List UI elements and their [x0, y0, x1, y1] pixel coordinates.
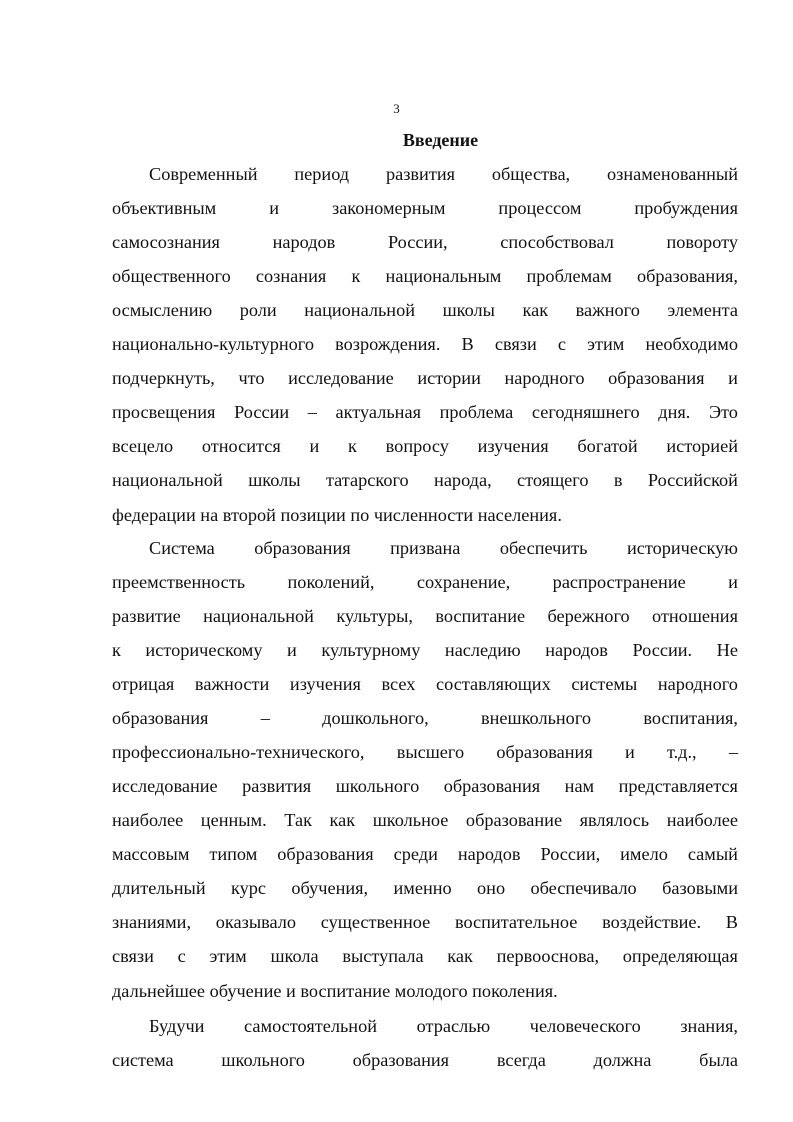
word: и	[309, 436, 320, 456]
word: России,	[387, 232, 448, 252]
text-line	[112, 197, 738, 219]
word: ценным.	[200, 810, 267, 830]
word: историческому	[145, 640, 263, 660]
text-line	[112, 843, 738, 865]
text-line	[112, 877, 738, 899]
word: образования	[112, 708, 209, 728]
word: отрицая	[112, 674, 175, 694]
word: как	[447, 946, 473, 966]
word: образования	[352, 1050, 450, 1070]
word: и	[287, 640, 297, 660]
word: процессом	[498, 198, 582, 218]
word: изучения	[477, 436, 549, 456]
word: подчеркнуть,	[112, 368, 215, 388]
text-line: федерации на второй позиции по численности населения.	[112, 505, 562, 525]
word: культуры,	[336, 606, 413, 626]
text-line	[112, 333, 738, 355]
word: этим	[209, 946, 247, 966]
word: элемента	[667, 300, 738, 320]
word: знания,	[680, 1016, 738, 1036]
word: историей	[666, 436, 738, 456]
word: народов	[545, 640, 608, 660]
word: России.	[632, 640, 693, 660]
word: базовыми	[662, 878, 738, 898]
text-line	[112, 605, 738, 627]
word: составляющих	[436, 674, 551, 694]
word: определяющая	[622, 946, 738, 966]
text-line	[112, 911, 738, 933]
word: осмыслению	[112, 300, 213, 320]
word: курс	[230, 878, 267, 898]
word: объективным	[112, 198, 217, 218]
word: историческую	[626, 538, 738, 558]
word: образование	[465, 810, 563, 830]
word: к	[348, 436, 357, 456]
word: профессионально-технического,	[112, 742, 365, 762]
word: повороту	[666, 232, 738, 252]
word: Будучи	[149, 1016, 205, 1036]
word: проблема	[439, 402, 514, 422]
word: народного	[504, 368, 585, 388]
word: поколений,	[287, 572, 375, 592]
word: национально-культурного	[112, 334, 314, 354]
word: воспитания,	[643, 708, 738, 728]
word: школьное	[372, 810, 449, 830]
word: в	[613, 470, 623, 490]
word: проблемам	[526, 266, 612, 286]
word: обеспечить	[499, 538, 588, 558]
word: татарского	[325, 470, 409, 490]
word: воспитание	[435, 606, 526, 626]
word: школа	[270, 946, 319, 966]
word: изучения	[289, 674, 361, 694]
word: должна	[593, 1050, 652, 1070]
word: В	[725, 912, 738, 932]
word: выступала	[342, 946, 424, 966]
word: способствовал	[500, 232, 614, 252]
word: богатой	[577, 436, 638, 456]
word: исследование	[288, 368, 394, 388]
word: закономерным	[331, 198, 446, 218]
word: первооснова,	[496, 946, 600, 966]
word: отношения	[652, 606, 738, 626]
word: –	[260, 708, 270, 728]
word: именно	[393, 878, 452, 898]
word: образования,	[636, 266, 738, 286]
word: роли	[239, 300, 277, 320]
text-line	[112, 537, 738, 559]
word: знаниями,	[112, 912, 192, 932]
word: сегодняшнего	[531, 402, 640, 422]
word: возрождения.	[335, 334, 441, 354]
word: образования	[608, 368, 705, 388]
word: Так	[284, 810, 312, 830]
word: пробуждения	[634, 198, 738, 218]
word: самостоятельной	[244, 1016, 377, 1036]
word: образования	[277, 844, 374, 864]
word: Не	[716, 640, 738, 660]
word: относится	[201, 436, 281, 456]
word: Система	[149, 538, 215, 558]
word: дошкольного,	[322, 708, 429, 728]
word: наследию	[444, 640, 521, 660]
word: Российской	[647, 470, 738, 490]
word: исследование	[112, 776, 218, 796]
word: сознания	[255, 266, 327, 286]
word: и	[728, 572, 738, 592]
text-line	[112, 1015, 738, 1037]
word: существенное	[320, 912, 431, 932]
word: нам	[564, 776, 595, 796]
word: дня.	[658, 402, 691, 422]
word: развития	[242, 776, 312, 796]
word: всецело	[112, 436, 174, 456]
word: связи	[112, 946, 154, 966]
word: обеспечивало	[530, 878, 637, 898]
word: и	[728, 368, 738, 388]
word: т.д.,	[666, 742, 697, 762]
word: Современный	[149, 164, 258, 184]
word: школьного	[221, 1050, 305, 1070]
word: Это	[708, 402, 738, 422]
word: человеческого	[529, 1016, 641, 1036]
text-line	[112, 163, 738, 185]
word: воспитательное	[454, 912, 578, 932]
text-line	[112, 741, 738, 763]
word: ознаменованный	[606, 164, 738, 184]
word: преемственность	[112, 572, 246, 592]
word: что	[238, 368, 265, 388]
word: оказывало	[215, 912, 297, 932]
word: воздействие.	[602, 912, 702, 932]
word: и	[624, 742, 635, 762]
word: оно	[477, 878, 506, 898]
word: бережного	[547, 606, 630, 626]
text-line	[112, 809, 738, 831]
word: типом	[209, 844, 258, 864]
text-line	[112, 231, 738, 253]
word: национальной	[112, 470, 223, 490]
word: имело	[620, 844, 668, 864]
text-line	[112, 469, 738, 491]
word: –	[728, 742, 738, 762]
word: необходимо	[645, 334, 738, 354]
word: как	[522, 300, 549, 320]
word: призвана	[390, 538, 461, 558]
word: самый	[687, 844, 738, 864]
word: распространение	[552, 572, 686, 592]
text-line	[112, 639, 738, 661]
word: системы	[571, 674, 638, 694]
word: истории	[417, 368, 481, 388]
word: образования	[443, 776, 541, 796]
text-line	[112, 707, 738, 729]
word: с	[557, 334, 567, 354]
word: народа,	[434, 470, 492, 490]
word: сохранение,	[416, 572, 511, 592]
word: система	[112, 1050, 174, 1070]
word: среди	[393, 844, 438, 864]
word: –	[307, 402, 317, 422]
word: образования	[496, 742, 593, 762]
text-line	[112, 945, 738, 967]
word: школы	[442, 300, 495, 320]
word: была	[699, 1050, 738, 1070]
word: всех	[381, 674, 416, 694]
text-line	[112, 299, 738, 321]
text-line	[112, 401, 738, 423]
word: общества,	[491, 164, 571, 184]
word: В	[461, 334, 474, 354]
word: отраслью	[416, 1016, 491, 1036]
word: образования	[254, 538, 351, 558]
word: России	[234, 402, 290, 422]
text-line	[112, 775, 738, 797]
word: всегда	[496, 1050, 546, 1070]
text-line	[112, 367, 738, 389]
word: народного	[657, 674, 738, 694]
word: стоящего	[517, 470, 589, 490]
word: наиболее	[666, 810, 738, 830]
word: важности	[194, 674, 270, 694]
word: национальной	[304, 300, 416, 320]
text-line	[112, 435, 738, 457]
word: актуальная	[335, 402, 421, 422]
word: развития	[385, 164, 456, 184]
word: важного	[575, 300, 640, 320]
word: национальной	[203, 606, 314, 626]
word: к	[351, 266, 361, 286]
word: внешкольного	[480, 708, 592, 728]
word: представляется	[618, 776, 738, 796]
word: как	[329, 810, 356, 830]
text-line	[112, 673, 738, 695]
word: и	[269, 198, 279, 218]
word: массовым	[112, 844, 190, 864]
word: являлось	[579, 810, 650, 830]
text-line	[112, 571, 738, 593]
text-line: дальнейшее обучение и воспитание молодого поколения.	[112, 981, 558, 1001]
word: с	[177, 946, 186, 966]
word: национальным	[385, 266, 502, 286]
word: этим	[587, 334, 625, 354]
word: просвещения	[112, 402, 216, 422]
word: России,	[540, 844, 601, 864]
word: развитие	[112, 606, 181, 626]
word: связи	[494, 334, 537, 354]
text-line	[112, 265, 738, 287]
word: культурному	[321, 640, 421, 660]
page-number: 3	[393, 101, 400, 116]
word: высшего	[396, 742, 465, 762]
word: народов	[272, 232, 336, 252]
word: к	[112, 640, 121, 660]
text-line	[112, 1049, 738, 1071]
section-title: Введение	[402, 130, 479, 150]
word: период	[294, 164, 350, 184]
word: обучения,	[291, 878, 369, 898]
word: школы	[248, 470, 301, 490]
word: школьного	[335, 776, 420, 796]
word: самосознания	[112, 232, 220, 252]
word: длительный	[112, 878, 206, 898]
word: вопросу	[385, 436, 449, 456]
word: общественного	[112, 266, 231, 286]
word: народов	[457, 844, 521, 864]
word: наиболее	[112, 810, 184, 830]
